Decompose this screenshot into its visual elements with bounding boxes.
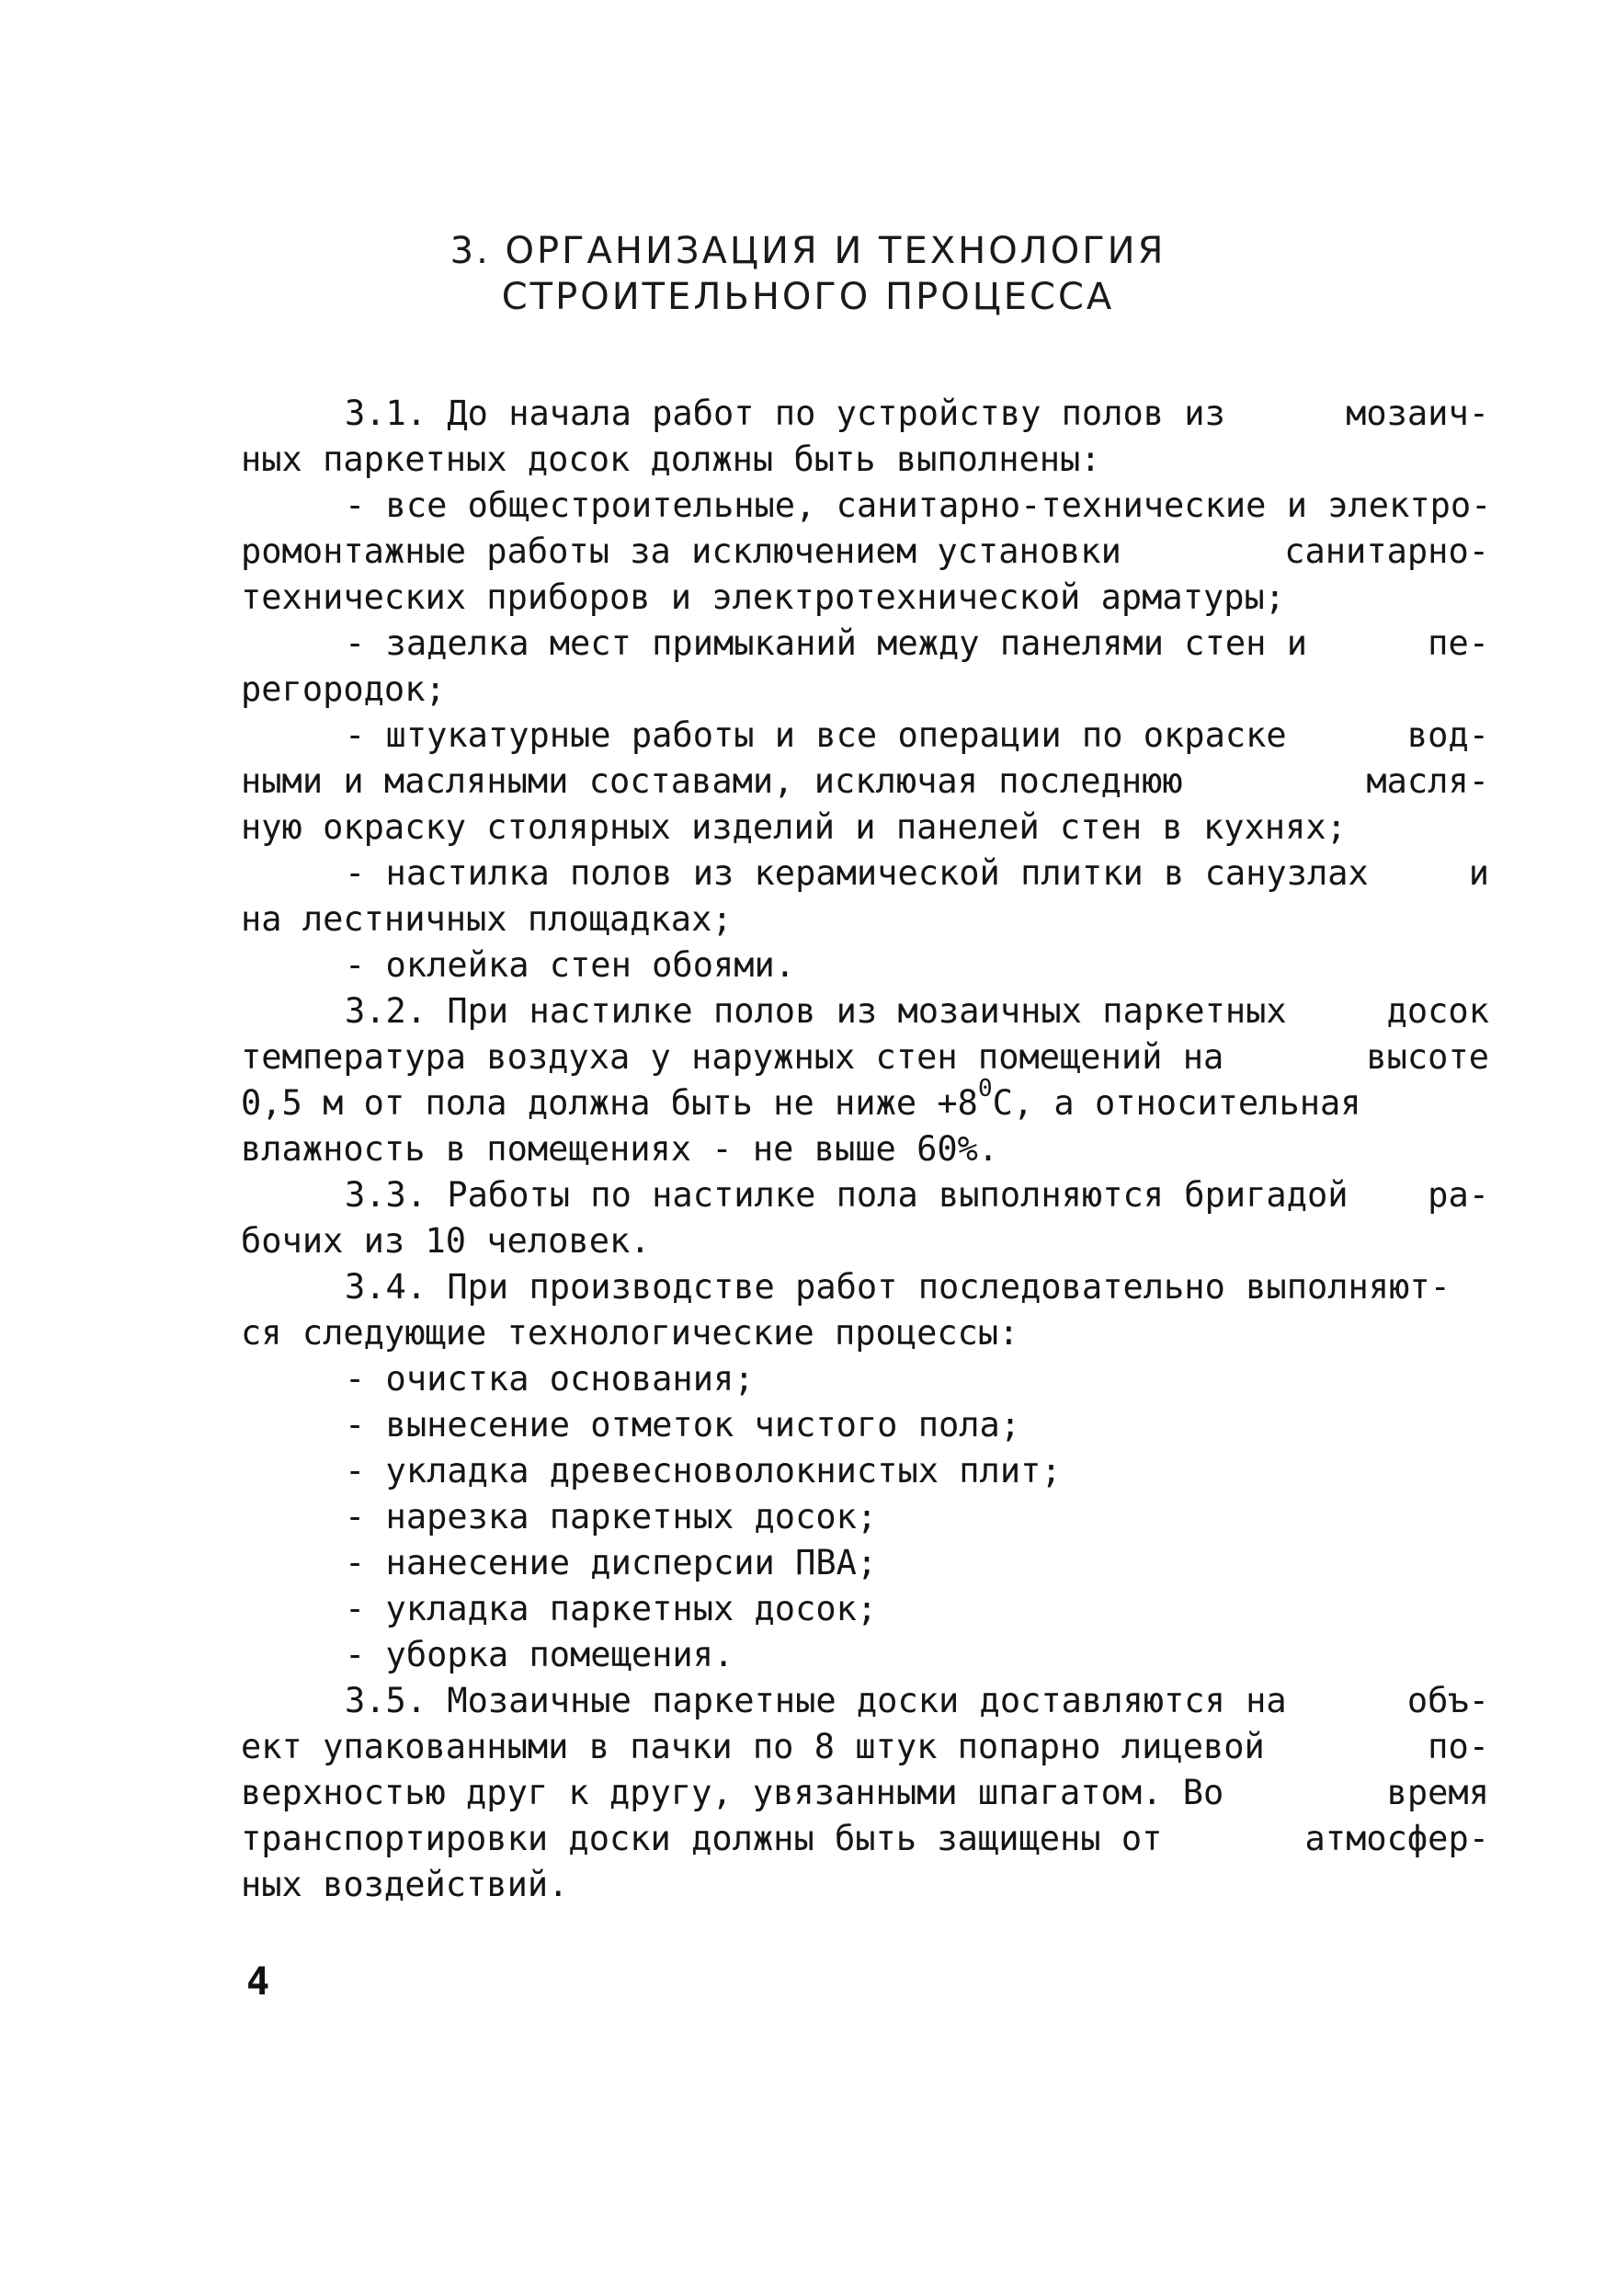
text-line: на лестничных площадках; [241,899,733,939]
text-line: верхностью друг к другу, увязанными шпагатом. Во время [241,1773,1489,1812]
text-line: 3.4. При производстве работ последовательно выполняют- [345,1267,1451,1307]
list-item: - укладка паркетных досок; [345,1589,878,1628]
text-line: - заделка мест примыканий между панелями стен и пе- [345,623,1489,663]
text-line: 3.2. При настилке полов из мозаичных паркетных досок [345,991,1489,1031]
text-line: ект упакованными в пачки по 8 штук попарно лицевой по- [241,1727,1489,1766]
text-line: - все общестроительные, санитарно-технические и электро- [345,485,1492,525]
page-number: 4 [246,1959,270,2004]
degree-superscript: 0 [977,1075,993,1102]
text-line: ся следующие технологические процессы: [241,1313,1019,1353]
list-item: - очистка основания; [345,1359,755,1399]
text-line: - настилка полов из керамической плитки в санузлах и [345,853,1489,893]
text-line: 0,5 м от пола должна быть не ниже $+8^0С$, а относительная [241,1075,1361,1123]
text-line: температура воздуха у наружных стен помещений на высоте [241,1037,1489,1077]
text-line: - штукатурные работы и все операции по окраске вод- [345,715,1489,755]
text-line: ных паркетных досок должны быть выполнены: [241,440,1101,479]
list-item: - нанесение дисперсии ПВА; [345,1543,878,1582]
text-line: регородок; [241,669,446,709]
list-item: - нарезка паркетных досок; [345,1497,878,1536]
section-title-line-2: СТРОИТЕЛЬНОГО ПРОЦЕССА [501,276,1115,318]
text-line: ромонтажные работы за исключением установки санитарно- [241,531,1489,571]
text-line: - оклейка стен обоями. [345,945,796,985]
list-item: - укладка древесноволокнистых плит; [345,1451,1062,1491]
text-line: ных воздействий. [241,1865,569,1904]
text-line: ную окраску столярных изделий и панелей стен в кухнях; [241,807,1347,847]
text-line: бочих из 10 человек. [241,1221,651,1261]
text-line: 3.1. До начала работ по устройству полов из мозаич- [345,394,1489,433]
text-line: 3.5. Мозаичные паркетные доски доставляются на объ- [345,1681,1489,1720]
list-item: - вынесение отметок чистого пола; [345,1405,1021,1445]
text-line: транспортировки доски должны быть защищены от атмосфер- [241,1819,1489,1858]
text-line: влажность в помещениях - не выше 60%. [241,1129,999,1169]
section-title-line-1: 3. ОРГАНИЗАЦИЯ И ТЕХНОЛОГИЯ [450,230,1166,272]
text-line: технических приборов и электротехнической арматуры; [241,577,1286,617]
text-line: 3.3. Работы по настилке пола выполняются бригадой ра- [345,1175,1489,1215]
list-item: - уборка помещения. [345,1635,734,1674]
text-line: ными и масляными составами, исключая последнюю масля- [241,761,1489,801]
